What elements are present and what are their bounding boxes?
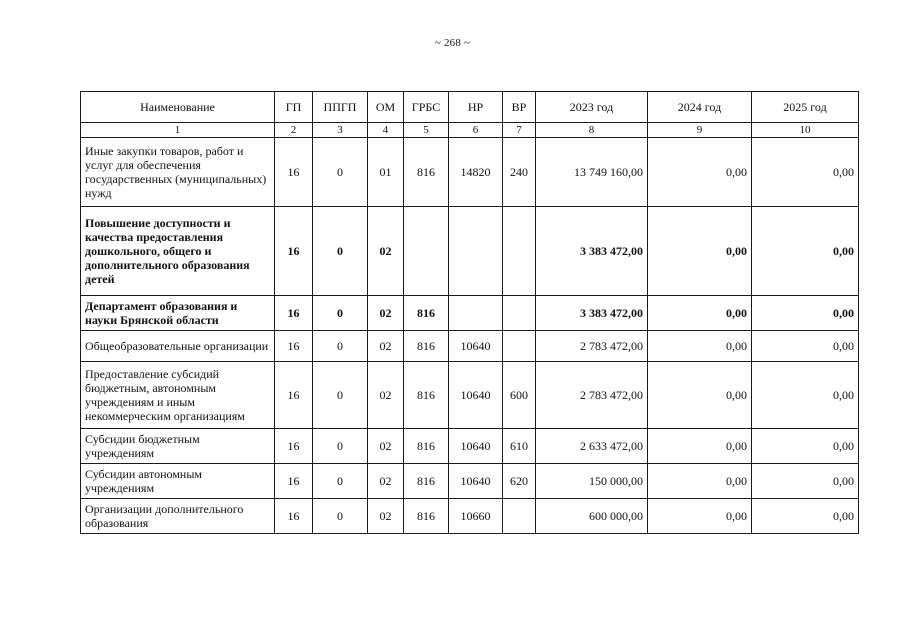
grbs-cell: [404, 207, 449, 296]
gp-cell: 16: [275, 207, 313, 296]
column-number: 8: [536, 123, 648, 138]
column-number: 2: [275, 123, 313, 138]
nr-cell: 10660: [449, 499, 503, 534]
vr-cell: [503, 207, 536, 296]
table-row: [81, 331, 859, 362]
gp-cell: 16: [275, 362, 313, 429]
grbs-cell: 816: [404, 499, 449, 534]
om-cell: 02: [368, 331, 404, 362]
col-header-2023: 2023 год: [536, 92, 648, 123]
amount-2023: 3 383 472,00: [536, 207, 648, 296]
column-number: 6: [449, 123, 503, 138]
col-header-nr: НР: [449, 92, 503, 123]
nr-cell: 10640: [449, 331, 503, 362]
row-name: Предоставление субсидий бюджетным, автономным учреждениям и иным некоммерческим организациям: [81, 362, 275, 429]
budget-table: [80, 91, 859, 534]
column-number: 10: [752, 123, 859, 138]
column-number: 9: [648, 123, 752, 138]
amount-2023: 3 383 472,00: [536, 296, 648, 331]
nr-cell: 14820: [449, 138, 503, 207]
column-number-row: [81, 123, 859, 138]
ppgp-cell: 0: [313, 429, 368, 464]
col-header-vr: ВР: [503, 92, 536, 123]
ppgp-cell: 0: [313, 207, 368, 296]
amount-2024: 0,00: [648, 296, 752, 331]
col-header-gp: ГП: [275, 92, 313, 123]
gp-cell: 16: [275, 331, 313, 362]
amount-2023: 150 000,00: [536, 464, 648, 499]
table-row: [81, 499, 859, 534]
col-header-om: ОМ: [368, 92, 404, 123]
gp-cell: 16: [275, 296, 313, 331]
vr-cell: 240: [503, 138, 536, 207]
ppgp-cell: 0: [313, 362, 368, 429]
om-cell: 02: [368, 296, 404, 331]
row-name: Повышение доступности и качества предоставления дошкольного, общего и дополнительного образования детей: [81, 207, 275, 296]
om-cell: 01: [368, 138, 404, 207]
row-name: Иные закупки товаров, работ и услуг для обеспечения государственных (муниципальных) нужд: [81, 138, 275, 207]
header-row: [81, 92, 859, 123]
grbs-cell: 816: [404, 464, 449, 499]
ppgp-cell: 0: [313, 499, 368, 534]
om-cell: 02: [368, 429, 404, 464]
amount-2023: 2 633 472,00: [536, 429, 648, 464]
amount-2025: 0,00: [752, 499, 859, 534]
amount-2023: 600 000,00: [536, 499, 648, 534]
amount-2025: 0,00: [752, 296, 859, 331]
table-row: [81, 429, 859, 464]
grbs-cell: 816: [404, 429, 449, 464]
om-cell: 02: [368, 362, 404, 429]
column-number: 4: [368, 123, 404, 138]
amount-2025: 0,00: [752, 429, 859, 464]
vr-cell: 600: [503, 362, 536, 429]
amount-2024: 0,00: [648, 207, 752, 296]
page-number: ~ 268 ~: [434, 37, 471, 49]
table-row: [81, 464, 859, 499]
table-row: [81, 296, 859, 331]
amount-2024: 0,00: [648, 331, 752, 362]
nr-cell: 10640: [449, 464, 503, 499]
ppgp-cell: 0: [313, 331, 368, 362]
column-number: 7: [503, 123, 536, 138]
ppgp-cell: 0: [313, 464, 368, 499]
amount-2024: 0,00: [648, 138, 752, 207]
col-header-2024: 2024 год: [648, 92, 752, 123]
amount-2025: 0,00: [752, 362, 859, 429]
vr-cell: [503, 296, 536, 331]
amount-2023: 13 749 160,00: [536, 138, 648, 207]
amount-2023: 2 783 472,00: [536, 362, 648, 429]
amount-2024: 0,00: [648, 499, 752, 534]
col-header-2025: 2025 год: [752, 92, 859, 123]
vr-cell: 610: [503, 429, 536, 464]
om-cell: 02: [368, 207, 404, 296]
amount-2025: 0,00: [752, 207, 859, 296]
amount-2025: 0,00: [752, 331, 859, 362]
amount-2025: 0,00: [752, 464, 859, 499]
grbs-cell: 816: [404, 296, 449, 331]
row-name: Организации дополнительного образования: [81, 499, 275, 534]
gp-cell: 16: [275, 499, 313, 534]
grbs-cell: 816: [404, 138, 449, 207]
row-name: Субсидии автономным учреждениям: [81, 464, 275, 499]
nr-cell: [449, 207, 503, 296]
column-number: 1: [81, 123, 275, 138]
gp-cell: 16: [275, 464, 313, 499]
table-row: [81, 207, 859, 296]
nr-cell: [449, 296, 503, 331]
nr-cell: 10640: [449, 362, 503, 429]
row-name: Общеобразовательные организации: [81, 331, 275, 362]
column-number: 5: [404, 123, 449, 138]
column-number: 3: [313, 123, 368, 138]
grbs-cell: 816: [404, 331, 449, 362]
ppgp-cell: 0: [313, 138, 368, 207]
ppgp-cell: 0: [313, 296, 368, 331]
om-cell: 02: [368, 464, 404, 499]
row-name: Субсидии бюджетным учреждениям: [81, 429, 275, 464]
om-cell: 02: [368, 499, 404, 534]
gp-cell: 16: [275, 138, 313, 207]
col-header-name: Наименование: [81, 92, 275, 123]
grbs-cell: 816: [404, 362, 449, 429]
amount-2023: 2 783 472,00: [536, 331, 648, 362]
table-row: [81, 362, 859, 429]
vr-cell: 620: [503, 464, 536, 499]
col-header-grbs: ГРБС: [404, 92, 449, 123]
vr-cell: [503, 499, 536, 534]
col-header-ppgp: ППГП: [313, 92, 368, 123]
table-row: [81, 138, 859, 207]
nr-cell: 10640: [449, 429, 503, 464]
amount-2024: 0,00: [648, 429, 752, 464]
vr-cell: [503, 331, 536, 362]
row-name: Департамент образования и науки Брянской области: [81, 296, 275, 331]
gp-cell: 16: [275, 429, 313, 464]
amount-2024: 0,00: [648, 464, 752, 499]
amount-2025: 0,00: [752, 138, 859, 207]
amount-2024: 0,00: [648, 362, 752, 429]
